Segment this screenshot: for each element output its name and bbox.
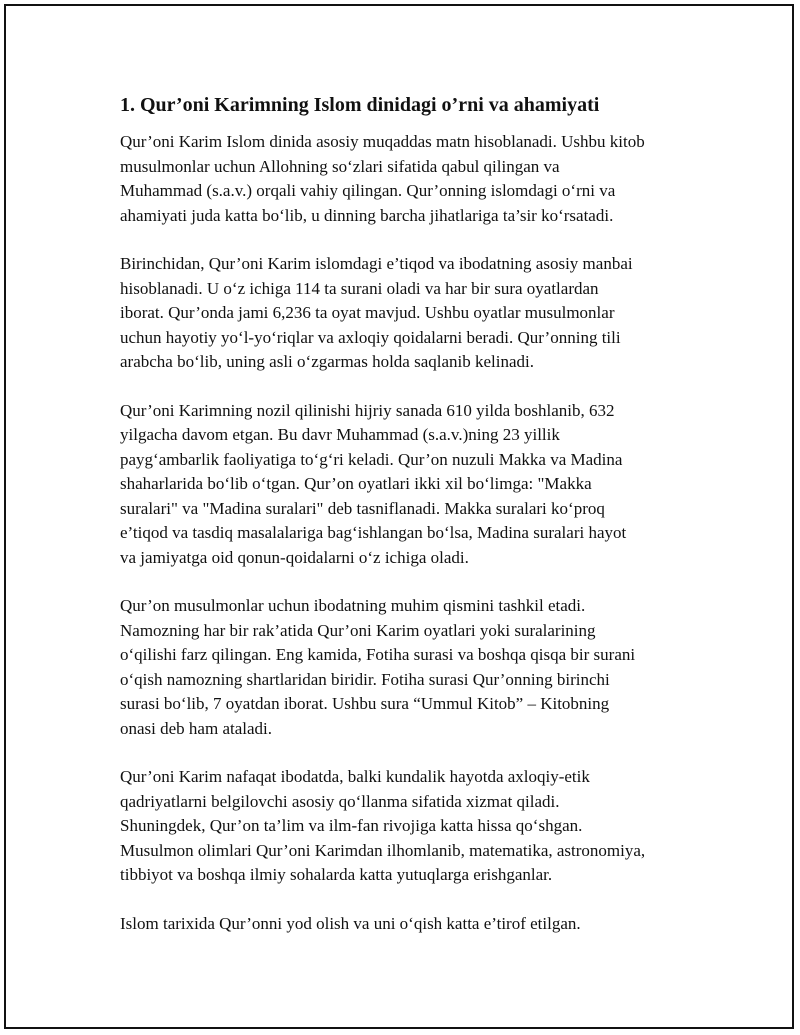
paragraph [120,912,710,937]
text-line: Muhammad (s.a.v.) orqali vahiy qilingan. Qur’onning islomdagi o‘rni va [120,181,616,200]
paragraph-list [120,130,710,936]
text-line: onasi deb ham ataladi. [120,718,273,738]
text-line: musulmonlar uchun Allohning so‘zlari sifatida qabul qilingan va [120,156,560,176]
text-line: o‘qilishi farz qilingan. Eng kamida, Fotiha surasi va boshqa qisqa bir surani [120,645,636,664]
text-line: hisoblanadi. U o‘z ichiga 114 ta surani oladi va har bir sura oyatlardan [120,278,599,298]
section-heading: 1. Qur’oni Karimning Islom dinidagi o’rni va ahamiyati [120,94,600,116]
text-line: Shuningdek, Qur’on ta’lim va ilm-fan rivojiga katta hissa qo‘shgan. [120,816,583,835]
text-line: Birinchidan, Qur’oni Karim islomdagi e’tiqod va ibodatning asosiy manbai [120,254,633,273]
text-line: surasi bo‘lib, 7 oyatdan iborat. Ushbu sura “Ummul Kitob” – Kitobning [120,694,610,713]
text-line: iborat. Qur’onda jami 6,236 ta oyat mavjud. Ushbu oyatlar musulmonlar [120,303,615,322]
text-line: o‘qish namozning shartlaridan biridir. Fotiha surasi Qur’onning birinchi [120,669,610,689]
text-line: Musulmon olimlari Qur’oni Karimdan ilhomlanib, matematika, astronomiya, [120,840,646,860]
text-line: suralari" va "Madina suralari" deb tasniflanadi. Makka suralari ko‘proq [120,498,605,518]
text-line: Qur’on musulmonlar uchun ibodatning muhim qismini tashkil etadi. [120,596,586,615]
text-line: payg‘ambarlik faoliyatiga to‘g‘ri keladi. Qur’on nuzuli Makka va Madina [120,449,623,469]
paragraph [120,399,710,571]
text-line: Namozning har bir rak’atida Qur’oni Karim oyatlari yoki suralarining [120,620,596,640]
text-line: ahamiyati juda katta bo‘lib, u dinning barcha jihatlariga ta’sir ko‘rsatadi. [120,205,614,225]
text-line: e’tiqod va tasdiq masalalariga bag‘ishlangan bo‘lsa, Madina suralari hayot [120,523,627,542]
text-line: yilgacha davom etgan. Bu davr Muhammad (s.a.v.)ning 23 yillik [120,425,560,444]
paragraph [120,594,710,741]
paragraph [120,130,710,228]
text-line: va jamiyatga oid qonun-qoidalarni o‘z ichiga oladi. [120,547,469,567]
paragraph [120,252,710,375]
text-line: tibbiyot va boshqa ilmiy sohalarda katta yutuqlarga erishganlar. [120,865,553,884]
text-line: shaharlarida bo‘lib o‘tgan. Qur’on oyatlari ikki xil bo‘limga: "Makka [120,474,592,493]
text-line: uchun hayotiy yo‘l-yo‘riqlar va axloqiy qoidalarni beradi. Qur’onning tili [120,327,621,347]
page-frame [4,4,794,1029]
text-line: Qur’oni Karimning nozil qilinishi hijriy sanada 610 yilda boshlanib, 632 [120,400,615,420]
text-line: qadriyatlarni belgilovchi asosiy qo‘llanma sifatida xizmat qiladi. [120,791,560,811]
text-line: arabcha bo‘lib, uning asli o‘zgarmas holda saqlanib kelinadi. [120,352,535,371]
document-body [120,92,710,960]
text-line: Qur’oni Karim Islom dinida asosiy muqaddas matn hisoblanadi. Ushbu kitob [120,132,645,151]
text-line: Islom tarixida Qur’onni yod olish va uni o‘qish katta e’tirof etilgan. [120,913,581,933]
paragraph [120,765,710,888]
text-line: Qur’oni Karim nafaqat ibodatda, balki kundalik hayotda axloqiy-etik [120,767,590,786]
